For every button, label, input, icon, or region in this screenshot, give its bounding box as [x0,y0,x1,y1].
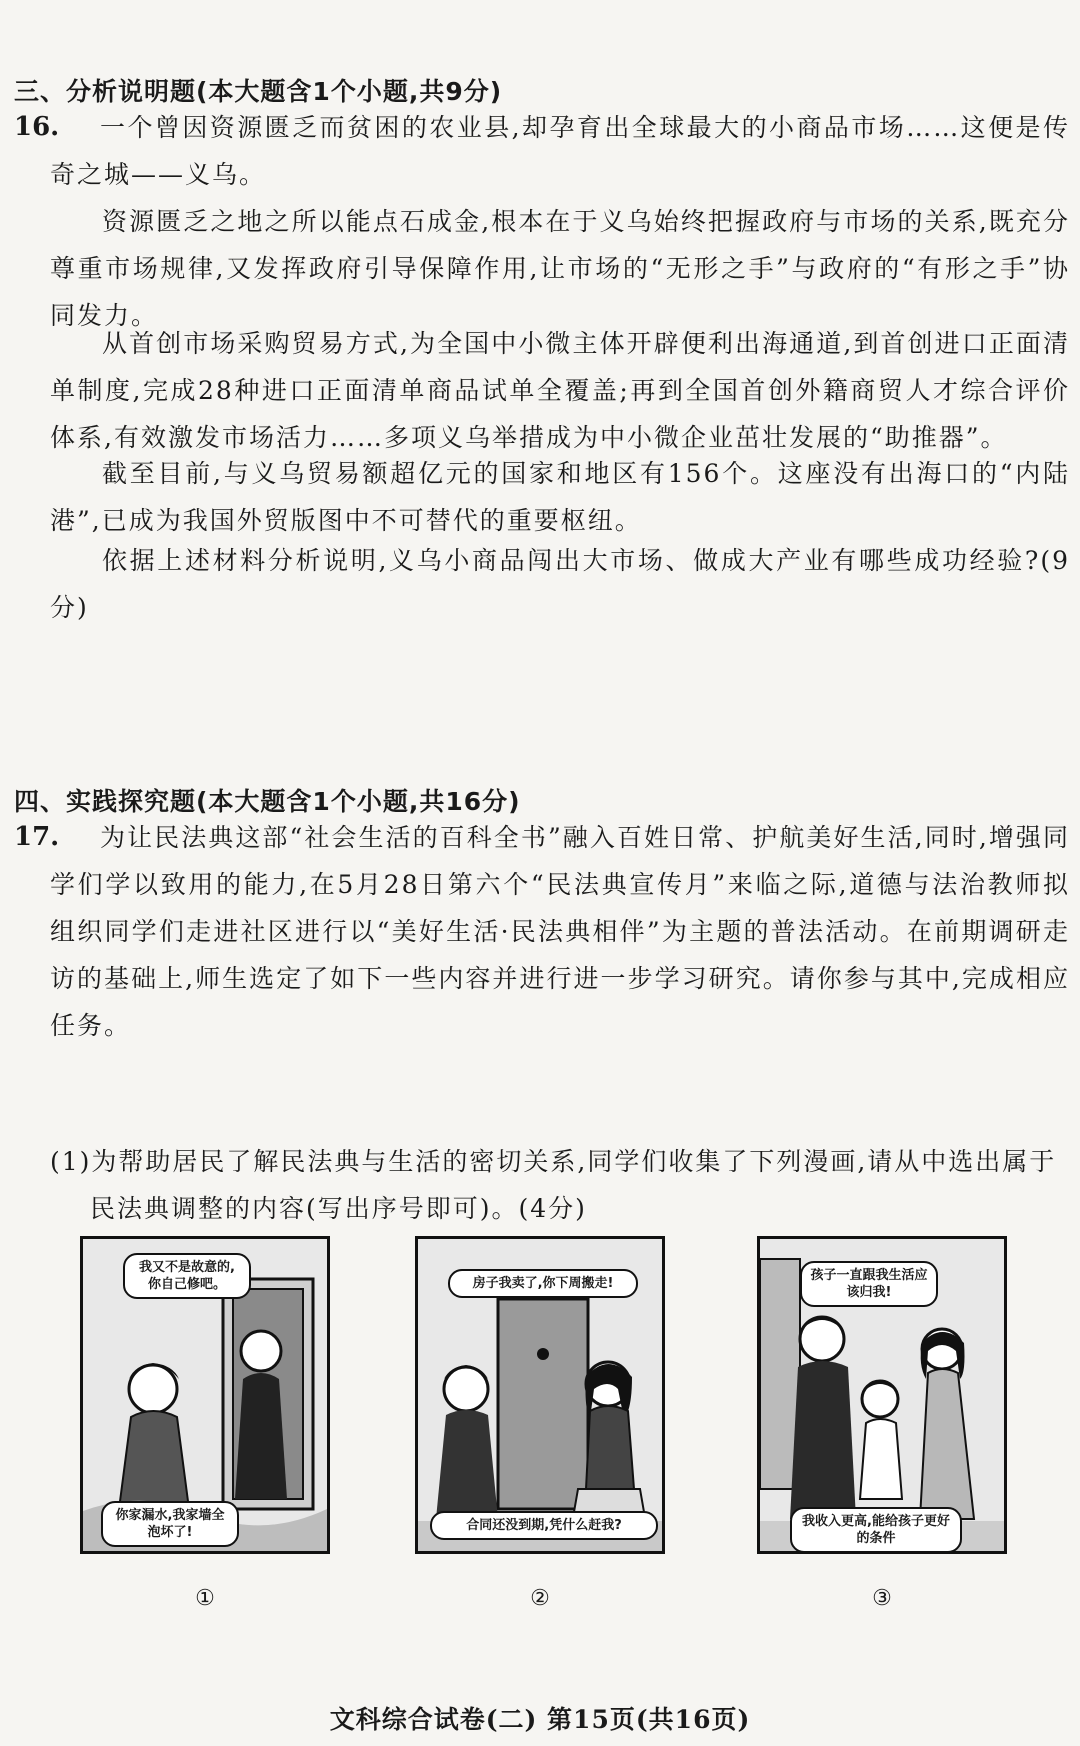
q16-question: 依据上述材料分析说明,义乌小商品闯出大市场、做成大产业有哪些成功经验?(9分) [50,546,1070,622]
comic-1-top-bubble: 我又不是故意的,你自己修吧。 [123,1253,251,1299]
section-4-title: 四、实践探究题(本大题含1个小题,共16分) [14,787,521,816]
comic-panel-3 [757,1236,1007,1554]
comic-panel-1 [80,1236,330,1554]
comic-1-bottom-bubble: 你家漏水,我家墙全泡坏了! [101,1501,239,1547]
q17-intro: 为让民法典这部“社会生活的百科全书”融入百姓日常、护航美好生活,同时,增强同学们学以致用的能力,在5月28日第六个“民法典宣传月”来临之际,道德与法治教师拟组织同学们走进社区进行以“美好生活·民法典相伴”为主题的普法活动。在前期调研走访的基础上,师生选定了如下一些内容并进行进一步学习研究。请你参与其中,完成相应任务。 [50,823,1070,1040]
comic-3-top-bubble: 孩子一直跟我生活应该归我! [800,1261,938,1307]
comic-1-label: ① [195,1586,215,1611]
q16-paragraph-4: 截至目前,与义乌贸易额超亿元的国家和地区有156个。这座没有出海口的“内陆港”,已成为我国外贸版图中不可替代的重要枢纽。 [50,459,1070,535]
q17-subquestion-1: (1)为帮助居民了解民法典与生活的密切关系,同学们收集了下列漫画,请从中选出属于民法典调整的内容(写出序号即可)。(4分) [50,1147,1057,1223]
section-3-title: 三、分析说明题(本大题含1个小题,共9分) [14,77,503,106]
comic-2-bottom-bubble: 合同还没到期,凭什么赶我? [430,1511,658,1540]
question-17-number: 17. [14,822,60,852]
comic-3-label: ③ [872,1586,892,1611]
question-16-number: 16. [14,112,60,142]
q16-paragraph-3: 从首创市场采购贸易方式,为全国中小微主体开辟便利出海通道,到首创进口正面清单制度,完成28种进口正面清单商品试单全覆盖;再到全国首创外籍商贸人才综合评价体系,有效激发市场活力……多项义乌举措成为中小微企业茁壮发展的“助推器”。 [50,329,1070,452]
comic-2-label: ② [530,1586,550,1611]
comic-3-bottom-bubble: 我收入更高,能给孩子更好的条件 [790,1507,962,1553]
comic-2-top-bubble: 房子我卖了,你下周搬走! [448,1269,638,1298]
comic-panel-2 [415,1236,665,1554]
q16-paragraph-1: 一个曾因资源匮乏而贫困的农业县,却孕育出全球最大的小商品市场……这便是传奇之城——义乌。 [50,113,1070,189]
page-footer: 文科综合试卷(二) 第15页(共16页) [329,1705,751,1734]
q16-paragraph-2: 资源匮乏之地之所以能点石成金,根本在于义乌始终把握政府与市场的关系,既充分尊重市场规律,又发挥政府引导保障作用,让市场的“无形之手”与政府的“有形之手”协同发力。 [50,207,1070,330]
